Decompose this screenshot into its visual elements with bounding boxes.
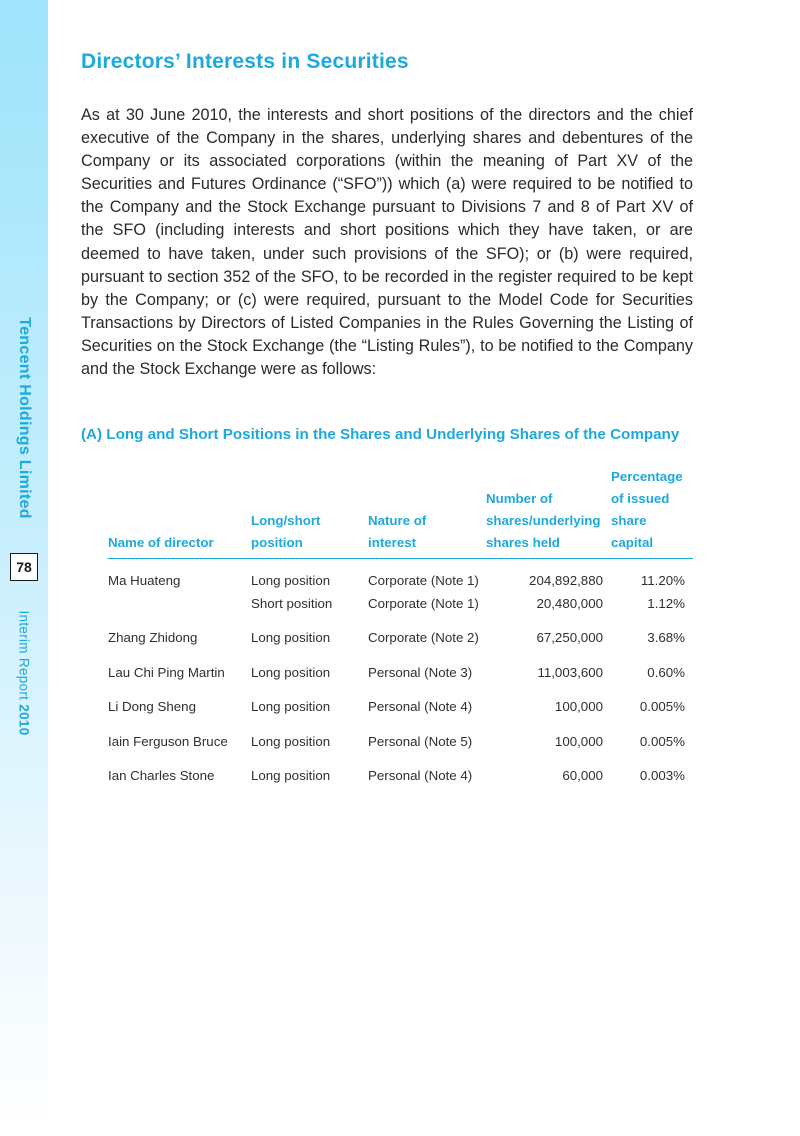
table-row bbox=[108, 650, 693, 685]
cell-shares: 100,000 bbox=[554, 699, 603, 714]
cell-nature: Corporate (Note 2) bbox=[368, 630, 479, 645]
cell-position: Long position bbox=[251, 573, 331, 588]
cell-shares: 204,892,880 bbox=[529, 573, 603, 588]
cell-name bbox=[108, 593, 251, 616]
table-header-row bbox=[108, 466, 693, 559]
report-year: 2010 bbox=[16, 704, 32, 736]
header-number-of-shares: Number of shares/underlying shares held bbox=[486, 466, 611, 559]
table-row bbox=[108, 684, 693, 719]
header-percentage: Percentage of issued share capital bbox=[611, 466, 693, 559]
header-name-of-director: Name of director bbox=[108, 466, 251, 559]
cell-name: Li Dong Sheng bbox=[108, 699, 196, 714]
cell-position: Short position bbox=[251, 595, 333, 611]
sidebar-report-label bbox=[17, 610, 32, 735]
page-number: 78 bbox=[10, 553, 38, 581]
header-position: Long/short position bbox=[251, 466, 368, 559]
cell-position: Long position bbox=[251, 768, 331, 783]
cell-name: Iain Ferguson Bruce bbox=[108, 733, 228, 749]
cell-percentage: 0.60% bbox=[647, 664, 685, 680]
cell-nature: Personal (Note 4) bbox=[368, 699, 473, 714]
cell-percentage: 0.003% bbox=[639, 768, 685, 783]
cell-percentage: 11.20% bbox=[640, 573, 685, 588]
cell-nature: Personal (Note 4) bbox=[368, 768, 473, 783]
cell-shares: 11,003,600 bbox=[537, 664, 603, 680]
cell-name: Ma Huateng bbox=[108, 573, 181, 588]
director-interests-table bbox=[108, 466, 693, 788]
cell-shares: 100,000 bbox=[554, 733, 603, 749]
table-row bbox=[108, 615, 693, 650]
cell-name: Zhang Zhidong bbox=[108, 630, 198, 645]
cell-percentage: 1.12% bbox=[647, 595, 685, 611]
header-nature-of-interest: Nature of interest bbox=[368, 466, 486, 559]
cell-nature: Personal (Note 5) bbox=[368, 733, 473, 749]
cell-position: Long position bbox=[251, 664, 331, 680]
cell-nature: Personal (Note 3) bbox=[368, 664, 473, 680]
section-title: Directors’ Interests in Securities bbox=[81, 50, 409, 73]
table-row bbox=[108, 559, 693, 593]
cell-shares: 67,250,000 bbox=[536, 630, 603, 645]
cell-percentage: 0.005% bbox=[639, 733, 685, 749]
cell-percentage: 0.005% bbox=[639, 699, 685, 714]
sidebar-company-name: Tencent Holdings Limited bbox=[16, 317, 33, 519]
cell-percentage: 3.68% bbox=[647, 630, 685, 645]
cell-name: Ian Charles Stone bbox=[108, 768, 215, 783]
table-row bbox=[108, 719, 693, 754]
intro-paragraph: As at 30 June 2010, the interests and short positions of the directors and the chief executive of the Company in the shares, underlying shares and debentures of the Company or its associated corporations (within the meaning of Part XV of the Securities and Futures Ordinance (“SFO”)) which (a) were required to be notified to the Company and the Stock Exchange pursuant to Divisions 7 and 8 of Part XV of the SFO (including interests and short positions which they have taken, or are deemed to have taken, under such provisions of the SFO); or (b) were required, pursuant to section 352 of the SFO, to be recorded in the register required to be kept by the Company; or (c) were required, pursuant to the Model Code for Securities Transactions by Directors of Listed Companies in the Rules Governing the Listing of Securities on the Stock Exchange (the “Listing Rules”), to be notified to the Company and the Stock Exchange were as follows: bbox=[81, 106, 693, 379]
cell-position: Long position bbox=[251, 733, 331, 749]
cell-nature: Corporate (Note 1) bbox=[368, 595, 479, 611]
cell-nature: Corporate (Note 1) bbox=[368, 573, 479, 588]
cell-position: Long position bbox=[251, 699, 331, 714]
cell-shares: 20,480,000 bbox=[536, 595, 603, 611]
table-row bbox=[108, 753, 693, 788]
cell-name: Lau Chi Ping Martin bbox=[108, 664, 225, 680]
report-label: Interim Report bbox=[16, 610, 32, 701]
table-row bbox=[108, 593, 693, 616]
cell-position: Long position bbox=[251, 630, 331, 645]
table-subheading: (A) Long and Short Positions in the Shares and Underlying Shares of the Company bbox=[81, 426, 680, 443]
cell-shares: 60,000 bbox=[562, 768, 603, 783]
